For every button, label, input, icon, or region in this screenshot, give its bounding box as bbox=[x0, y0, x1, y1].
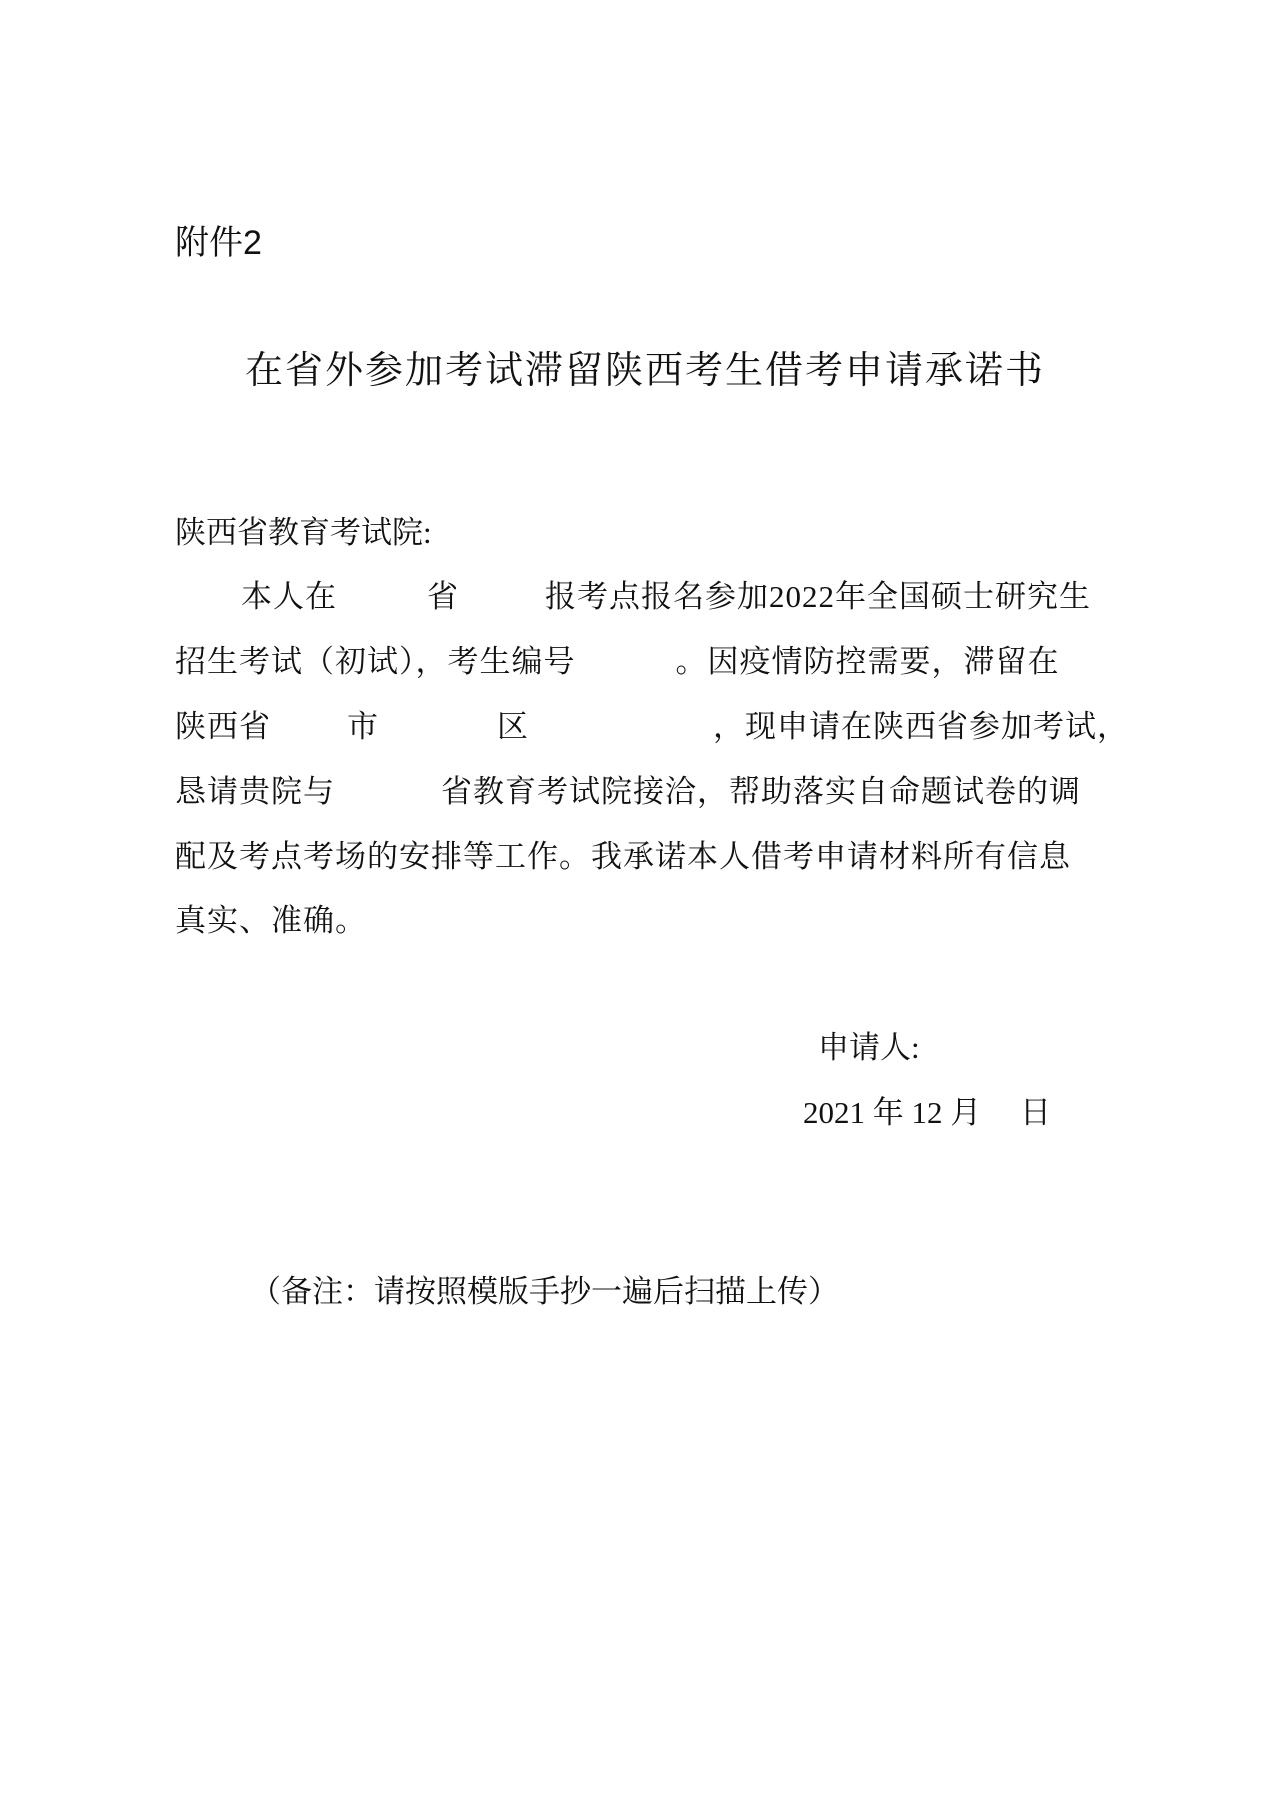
text-segment: 。因疫情防控需要，滞留在 bbox=[675, 644, 1060, 679]
attachment-label: 附件2 bbox=[175, 224, 262, 262]
text-segment: 陕西省 bbox=[175, 709, 271, 744]
body-line-5: 配及考点考场的安排等工作。我承诺本人借考申请材料所有信息 bbox=[175, 839, 1071, 874]
signature-date: 2021 年 12 月 日 bbox=[803, 1095, 1051, 1130]
body-line-4 bbox=[175, 776, 1135, 807]
remark-note: （备注：请按照模版手抄一遍后扫描上传） bbox=[250, 1274, 839, 1309]
body-line-6: 真实、准确。 bbox=[175, 903, 367, 938]
applicant-label: 申请人: bbox=[818, 1030, 920, 1065]
body-line-2 bbox=[175, 646, 1135, 677]
text-segment: 报考点报名参加2022年全国硕士研究生 bbox=[545, 579, 1091, 614]
text-segment: 恳请贵院与 bbox=[175, 774, 335, 809]
text-segment: 招生考试（初试），考生编号 bbox=[175, 644, 576, 679]
text-segment: 市 bbox=[347, 709, 379, 744]
document-title: 在省外参加考试滞留陕西考生借考申请承诺书 bbox=[244, 350, 1045, 392]
text-segment: 省 bbox=[427, 579, 459, 614]
text-segment: 省教育考试院接洽，帮助落实自命题试卷的调 bbox=[441, 774, 1081, 809]
text-segment: ，现申请在陕西省参加考试， bbox=[713, 709, 1129, 744]
text-segment: 区 bbox=[497, 709, 529, 744]
greeting: 陕西省教育考试院: bbox=[175, 515, 432, 550]
body-line-3 bbox=[175, 711, 1135, 742]
body-line-1 bbox=[175, 581, 1135, 612]
text-segment: 本人在 bbox=[241, 579, 337, 614]
